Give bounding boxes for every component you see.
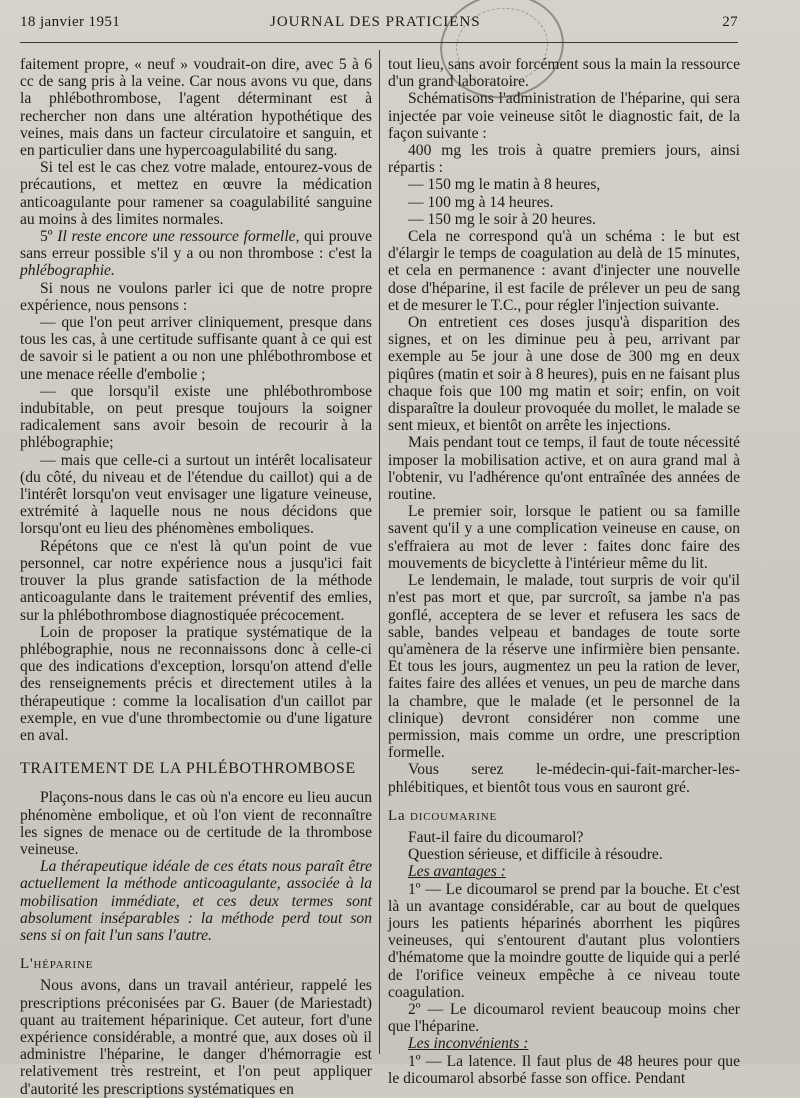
italic-paragraph: La thérapeutique idéale de ces états nous paraît être actuellement la méthode anticoagulante, associée à la mobilisation immédiate, et ces deux termes sont absolument inséparables : la méthode perd tout son sens si on fait l'un sans l'autre. [20, 858, 372, 944]
paragraph: Répétons que ce n'est là qu'un point de vue personnel, car notre expérience nous a jusqu'ici fait trouver la plus grande satisfaction de la méthode anticoagulante dans le traitement préventif des emlies, sur la phlébothrombose diagnostiquée précocement. [20, 537, 372, 624]
left-column [20, 56, 372, 1098]
header-page-number: 27 [722, 14, 738, 30]
dash-item: — que l'on peut arriver cliniquement, presque dans tous les cas, à une certitude suffisante quant à ce qui est de savoir si le patient a ou non une phlébothrombose et une menace réelle d'embolie ; [20, 314, 372, 383]
header-rule [20, 42, 738, 43]
paragraph: Loin de proposer la pratique systématique de la phlébographie, nous ne reconnaissons donc à celle-ci que des indications d'exception, lorsqu'on attend d'elle des renseignements précis et directement utiles à la thérapeutique : comme la localisation d'un caillot par exemple, en vue d'une thrombectomie ou d'une ligature en aval. [20, 623, 372, 744]
paragraph: 400 mg les trois à quatre premiers jours, ainsi répartis : [388, 142, 740, 177]
dose-item: — 150 mg le matin à 8 heures, [408, 176, 601, 194]
header-date: 18 janvier 1951 [20, 14, 121, 30]
numbered-item: 2º — Le dicoumarol revient beaucoup moins cher que l'héparine. [388, 1000, 740, 1036]
header-journal-title: JOURNAL DES PRATICIENS [270, 14, 481, 30]
dash-item: — que lorsqu'il existe une phlébothrombose indubitable, on peut presque toujours la soigner radicalement sans avoir besoin de recourir à la phlébographie; [20, 382, 372, 452]
list-number: 5º [40, 228, 58, 246]
paragraph: Vous serez le-médecin-qui-fait-marcher-les-phlébitiques, et bientôt tous vous en sauront gré. [388, 761, 740, 796]
paragraph: Le lendemain, le malade, tout surpris de voir qu'il n'est pas mort et que, par surcroît, sa jambe n'a pas gonflé, acceptera de se lever et refusera les sacs de sable, bandes velpeau et bandages de toute sorte qu'amènera de la réserve une infirmière bien pensante. Et tous les jours, augmentez un peu la ration de lever, faites faire des allées et venues, un peu de marche dans la chambre, que le malade (et le personnel de la clinique) devront considérer non comme une permission, mais comme un ordre, une prescription formelle. [388, 572, 740, 762]
paragraph: Si nous ne voulons parler ici que de notre propre expérience, nous pensons : [20, 279, 372, 314]
paragraph: Schématisons l'administration de l'héparine, qui sera injectée par voie veineuse sitôt le diagnostic fait, de la façon suivante : [388, 90, 740, 142]
running-header [20, 14, 738, 38]
section-title: TRAITEMENT DE LA PHLÉBOTHROMBOSE [20, 760, 356, 778]
dose-item: — 100 mg à 14 heures. [408, 193, 554, 211]
paragraph: Le premier soir, lorsque le patient ou sa famille savent qu'il y a une complication veineuse en cause, on s'effraiera au mot de lever : faites donc faire des mouvements de bicyclette à l'intérieur même du lit. [388, 503, 740, 572]
inconvenients-label [388, 1035, 740, 1052]
subsection-title-heparine [20, 956, 372, 973]
question: Faut-il faire du dicoumarol? [408, 828, 584, 846]
paragraph: Si tel est le cas chez votre malade, entourez-vous de précautions, et mettez en œuvre la médication anticoagulante pour ramener sa coagulabilité sanguine au moins à des limites normales. [20, 159, 372, 228]
subsection-title-text: dicoumarine [409, 807, 498, 824]
paragraph: Mais pendant tout ce temps, il faut de toute nécessité imposer la mobilisation active, et on aura grand mal à l'obtenir, vu l'adhérence qu'ont entraînée des années de routine. [388, 434, 740, 504]
label-text: Les avantages : [408, 863, 506, 881]
paragraph: On entretient ces doses jusqu'à disparition des signes, et on les diminue peu à peu, arrivant par exemple au 5e jour à une dose de 300 mg en deux piqûres (matin et soir à 8 heures), puis en ne faisant plus chaque fois que 100 mg matin et soir; enfin, on voit disparaître la douleur provoquée du mollet, le malade se sent mieux, et bientôt on arrête les injections. [388, 314, 740, 435]
paragraph-text: qui prouve sans erreur possible s'il y a ou non thrombose : c'est la [20, 228, 373, 263]
column-divider [379, 50, 380, 1054]
dash-item: — mais que celle-ci a surtout un intérêt localisateur (du côté, du niveau et de l'étendue du caillot) qui a de l'intérêt lorsqu'on veut envisager une ligature veineuse, extrémité à laquelle nous ne nous décidons que lorsqu'ont eu lieu des phénomènes emboliques. [20, 451, 372, 538]
subsection-title-initial: L' [20, 956, 34, 973]
numbered-item: 1º — Le dicoumarol se prend par la bouche. Et c'est là un avantage considérable, car au bout de quelques jours les patients héparinés aborrhent les piqûres veineuses, qui s'entourent d'autant plus volontiers d'hématome que la moindre goutte de liquide qui a perlé de l'orifice veineux empêche à ce niveau toute coagulation. [388, 880, 740, 1001]
subsection-title-dicoumarine [388, 808, 740, 825]
label-text: Les inconvénients : [408, 1035, 529, 1053]
question: Question sérieuse, et difficile à résoudre. [408, 846, 663, 864]
italic-term: phlébographie. [20, 262, 115, 280]
subsection-title-text: héparine [33, 956, 94, 973]
dose-item: — 150 mg le soir à 20 heures. [408, 210, 596, 228]
paragraph: tout lieu, sans avoir forcément sous la main la ressource d'un grand laboratoire. [388, 56, 740, 91]
italic-text: Il reste encore une ressource formelle, [57, 228, 300, 246]
paragraph: faitement propre, « neuf » voudrait-on dire, avec 5 à 6 cc de sang pris à la veine. Car nous avons vu que, dans la phlébothrombose, l'agent déterminant est à rechercher non dans une altération hypothétique des veines, mais dans un facteur circulatoire et sanguin, et en particulier dans une hypercoagulabilité du sang. [20, 56, 372, 160]
right-column [388, 56, 740, 1087]
paragraph [20, 228, 372, 280]
italic-block [20, 858, 372, 944]
paragraph: Plaçons-nous dans le cas où n'a encore eu lieu aucun phénomène embolique, et où l'on vient de reconnaître les signes de menace ou de certitude de la thrombose veineuse. [20, 789, 372, 858]
numbered-item: 1º — La latence. Il faut plus de 48 heures pour que le dicoumarol absorbé fasse son office. Pendant [388, 1052, 740, 1087]
paragraph: Cela ne correspond qu'à un schéma : le but est d'élargir le temps de coagulation au delà de 15 minutes, et cela en permanence : avant d'injecter une nouvelle dose d'héparine, il est facile de prélever un peu de sang et de mesurer le T.C., pour régler l'injection suivante. [388, 228, 740, 314]
paragraph: Nous avons, dans un travail antérieur, rappelé les prescriptions préconisées par G. Bauer (de Mariestadt) quant au traitement héparinique. Cet auteur, fort d'une expérience considérable, a montré que, aux doses où il administre l'héparine, le danger d'hémorragie est relativement très restreint, et l'on peut appliquer d'autorité les prescriptions systématiques en [20, 977, 372, 1098]
avantages-label [388, 863, 740, 880]
subsection-title-initial: La [388, 807, 406, 824]
